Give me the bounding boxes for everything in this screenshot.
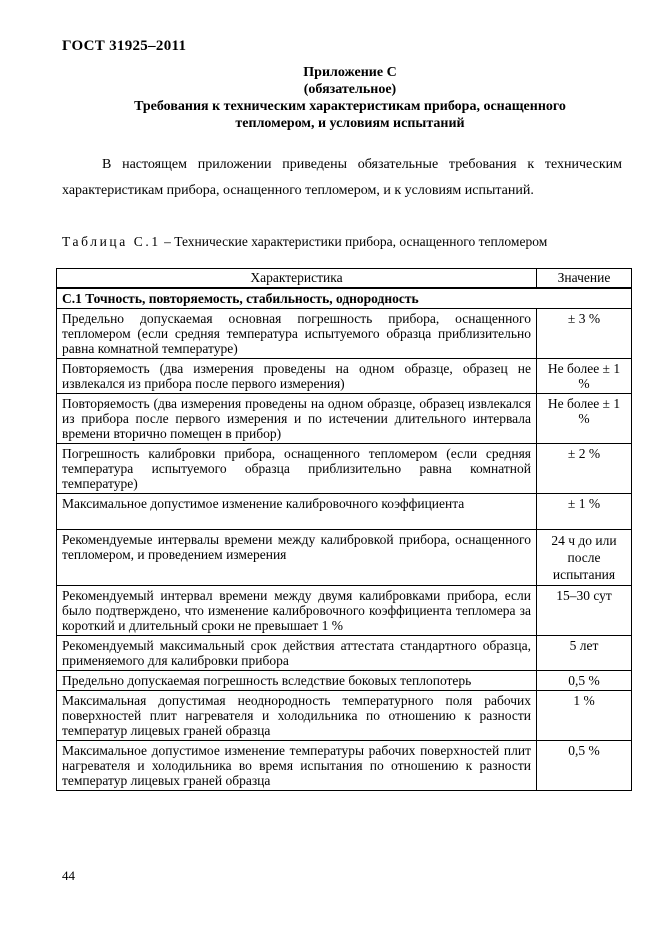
row-value: 24 ч до или после испытания bbox=[537, 530, 632, 586]
row-characteristic: Рекомендуемый максимальный срок действия аттестата стандартного образца, применяемого для калибровки прибора bbox=[57, 636, 537, 671]
row-value: Не более ± 1 % bbox=[537, 394, 632, 444]
row-characteristic: Рекомендуемые интервалы времени между калибровкой прибора, оснащенного тепломером, и проведением измерения bbox=[57, 530, 537, 586]
table-row bbox=[57, 636, 632, 671]
row-value: 0,5 % bbox=[537, 671, 632, 691]
row-value: 5 лет bbox=[537, 636, 632, 671]
table-caption-label: Таблица С.1 bbox=[62, 234, 161, 249]
table-row bbox=[57, 586, 632, 636]
page-number: 44 bbox=[62, 868, 75, 883]
intro-paragraph bbox=[62, 152, 622, 204]
table-caption-dash: – bbox=[160, 234, 175, 249]
table-section-row bbox=[57, 288, 632, 309]
appendix-subtitle-line1: Требования к техническим характеристикам прибора, оснащенного bbox=[134, 99, 566, 114]
row-value: ± 2 % bbox=[537, 444, 632, 494]
table-row bbox=[57, 309, 632, 359]
table-row bbox=[57, 671, 632, 691]
appendix-heading bbox=[70, 64, 630, 132]
row-characteristic: Погрешность калибровки прибора, оснащенного тепломером (если средняя температура испытуемого образца приблизительно равна комнатной температуре) bbox=[57, 444, 537, 494]
table-header-row bbox=[57, 269, 632, 289]
intro-text: В настоящем приложении приведены обязательные требования к техническим характеристикам прибора, оснащенного тепломером, и к условиям испытаний. bbox=[62, 157, 622, 198]
row-characteristic: Повторяемость (два измерения проведены на одном образце, образец извлекался из прибора после первого измерения и по истечении длительного интервала времени вторично помещен в прибор) bbox=[57, 394, 537, 444]
spec-table bbox=[56, 268, 632, 791]
table-row bbox=[57, 691, 632, 741]
table-row bbox=[57, 741, 632, 791]
appendix-subtitle-line2: тепломером, и условиям испытаний bbox=[235, 116, 465, 131]
appendix-status: (обязательное) bbox=[303, 82, 397, 97]
row-value: ± 3 % bbox=[537, 309, 632, 359]
column-header-value: Значение bbox=[537, 269, 632, 289]
appendix-title: Приложение С bbox=[303, 65, 397, 80]
row-characteristic: Рекомендуемый интервал времени между двумя калибровками прибора, если было подтверждено, что изменение калибровочного коэффициента тепломера за короткий и длительный сроки не превышает 1 % bbox=[57, 586, 537, 636]
row-characteristic: Максимальное допустимое изменение калибровочного коэффициента bbox=[57, 494, 537, 530]
row-value: 15–30 сут bbox=[537, 586, 632, 636]
standard-code: ГОСТ 31925–2011 bbox=[62, 38, 187, 54]
table-row bbox=[57, 494, 632, 530]
table-row bbox=[57, 394, 632, 444]
row-value: 0,5 % bbox=[537, 741, 632, 791]
table-row bbox=[57, 444, 632, 494]
row-characteristic: Повторяемость (два измерения проведены на одном образце, образец не извлекался из прибора после первого измерения) bbox=[57, 359, 537, 394]
row-characteristic: Максимальная допустимая неоднородность температурного поля рабочих поверхностей плит нагревателя и холодильника по отношению к разности температур лицевых граней образца bbox=[57, 691, 537, 741]
row-value: Не более ± 1 % bbox=[537, 359, 632, 394]
table-caption-text: Технические характеристики прибора, оснащенного тепломером bbox=[174, 234, 548, 249]
row-characteristic: Предельно допускаемая основная погрешность прибора, оснащенного тепломером (если средняя температура испытуемого образца приблизительно равна комнатной температуре) bbox=[57, 309, 537, 359]
row-value: ± 1 % bbox=[537, 494, 632, 530]
row-characteristic: Максимальное допустимое изменение температуры рабочих поверхностей плит нагревателя и холодильника во время испытания по отношению к разности температур лицевых граней образца bbox=[57, 741, 537, 791]
row-value: 1 % bbox=[537, 691, 632, 741]
column-header-characteristic: Характеристика bbox=[57, 269, 537, 289]
table-row bbox=[57, 530, 632, 586]
table-row bbox=[57, 359, 632, 394]
section-title: С.1 Точность, повторяемость, стабильность, однородность bbox=[57, 288, 632, 309]
row-characteristic: Предельно допускаемая погрешность вследствие боковых теплопотерь bbox=[57, 671, 537, 691]
table-caption bbox=[62, 234, 582, 249]
